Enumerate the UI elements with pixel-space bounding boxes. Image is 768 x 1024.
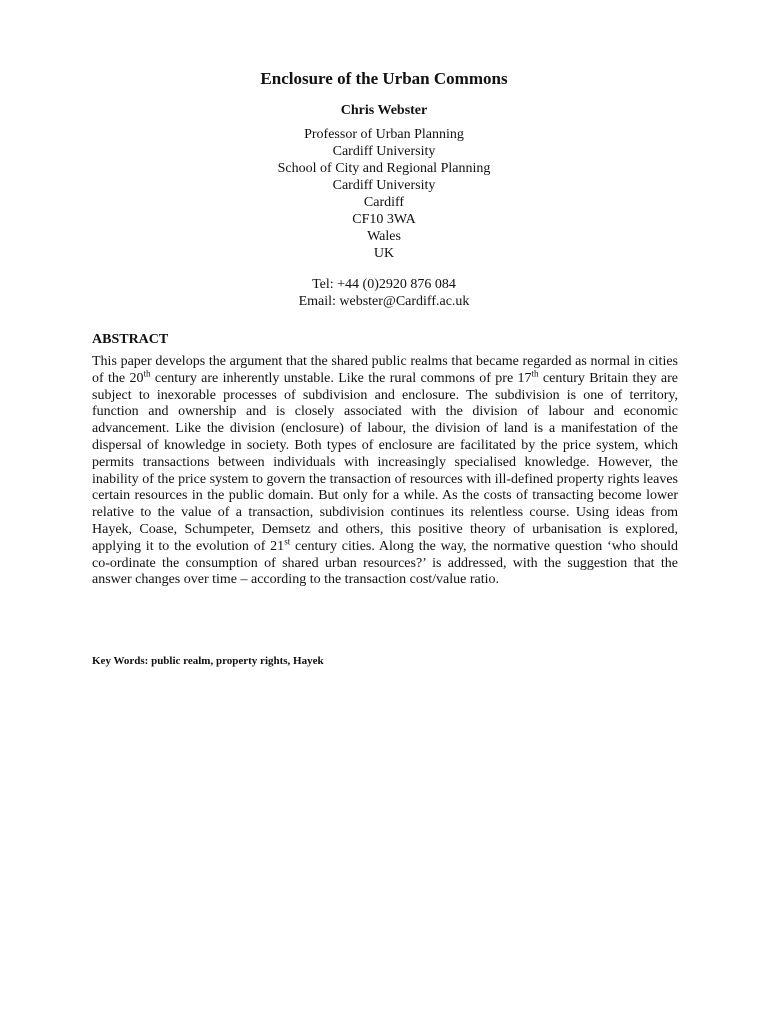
affiliation-line: Professor of Urban Planning: [304, 127, 464, 142]
affiliation-line: Cardiff: [363, 195, 405, 210]
email: Email: webster@Cardiff.ac.uk: [298, 294, 470, 309]
abstract-heading: ABSTRACT: [92, 332, 169, 347]
affiliation-line: Cardiff University: [332, 144, 436, 159]
abstract-text-part: century are inherently unstable. Like the rural commons of pre 17: [150, 370, 532, 386]
abstract-text-part: century cities. Along the way, the normative question ‘who should co-ordinate the consumption of shared urban resources?’ is addressed, with the suggestion that the answer changes over time – according to the transaction cost/value ratio.: [92, 538, 679, 588]
ordinal-suffix: th: [143, 368, 151, 379]
affiliation-line: Cardiff University: [332, 178, 436, 193]
ordinal-suffix: th: [531, 368, 539, 379]
contact-details: [0, 276, 768, 310]
affiliation-line: School of City and Regional Planning: [277, 161, 491, 176]
affiliation-line: Wales: [367, 229, 401, 244]
author-affiliation: [0, 126, 768, 262]
paper-title: Enclosure of the Urban Commons: [260, 69, 508, 88]
telephone: Tel: +44 (0)2920 876 084: [312, 277, 456, 292]
affiliation-line: CF10 3WA: [352, 212, 416, 227]
ordinal-suffix: st: [284, 536, 291, 547]
abstract-text-part: century Britain they are subject to inexorable processes of subdivision and enclosure. The subdivision is one of territory, function and ownership and is closely associated with the division of labour and economic advancement. Like the division (enclosure) of labour, the division of land is a manifestation of the dispersal of knowledge in society. Both types of enclosure are facilitated by the price system, which permits transactions between individuals with increasingly specialised knowledge. However, the inability of the price system to govern the transaction of resources with ill-defined property rights leaves certain resources in the public domain. But only for a while. As the costs of transacting become lower relative to the value of a transaction, subdivision continues its relentless course. Using ideas from Hayek, Coase, Schumpeter, Demsetz and others, this positive theory of urbanisation is explored, applying it to the evolution of 21: [92, 370, 679, 554]
author-name: Chris Webster: [340, 103, 428, 118]
keywords: Key Words: public realm, property rights, Hayek: [92, 655, 324, 667]
abstract-text: [92, 354, 678, 589]
abstract-text-part: This paper develops the argument that the shared public realms that became regarded as normal in cities of the 20: [92, 354, 678, 386]
affiliation-line: UK: [373, 246, 395, 261]
